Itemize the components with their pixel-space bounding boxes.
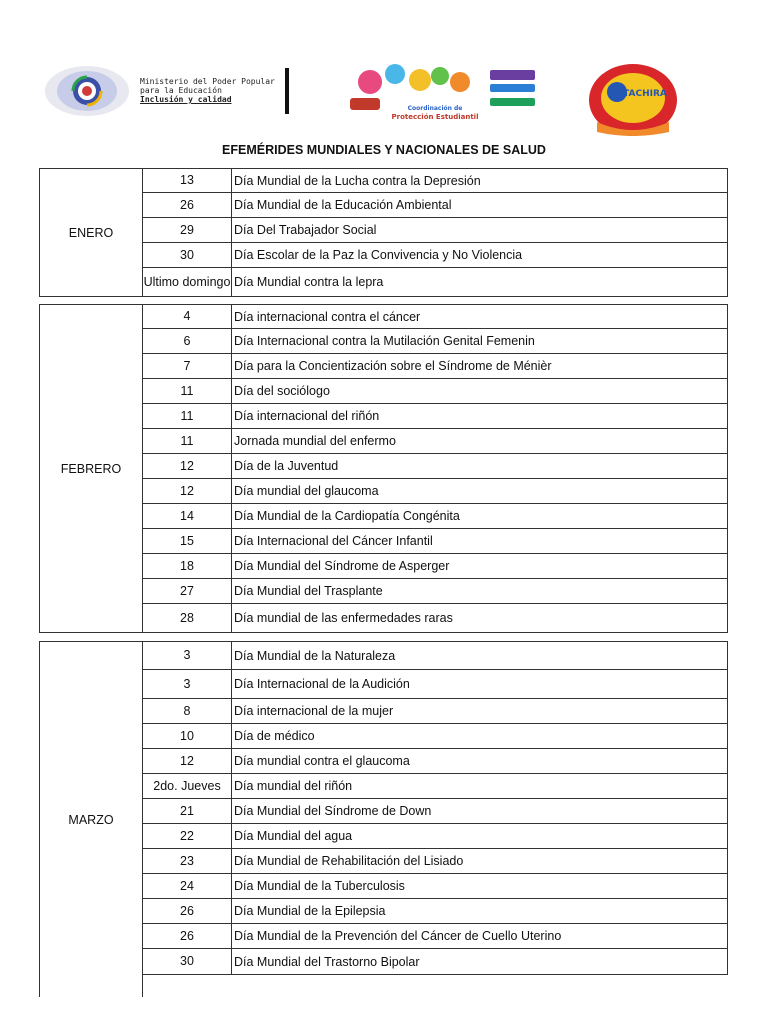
date-cell: 11: [143, 379, 232, 404]
date-cell: 4: [143, 304, 232, 329]
center-logo-text-2: Protección Estudiantil: [391, 113, 479, 121]
table-row: [143, 799, 728, 824]
date-cell: 30: [143, 243, 232, 268]
table-row: [143, 404, 728, 429]
date-cell: 7: [143, 354, 232, 379]
date-cell: 23: [143, 849, 232, 874]
table-row: [143, 604, 728, 633]
observance-cell: Jornada mundial del enfermo: [232, 429, 728, 454]
date-cell: 24: [143, 874, 232, 899]
observance-cell: Día Escolar de la Paz la Convivencia y No Violencia: [232, 243, 728, 268]
page-title: EFEMÉRIDES MUNDIALES Y NACIONALES DE SALUD: [222, 143, 546, 157]
table-row: [143, 699, 728, 724]
date-cell: 2do. Jueves: [143, 774, 232, 799]
ministry-line-3: Inclusión y calidad: [140, 95, 232, 104]
observance-cell: Día Mundial de la Tuberculosis: [232, 874, 728, 899]
table-row: [143, 304, 728, 329]
table-row: [143, 724, 728, 749]
date-cell: 27: [143, 579, 232, 604]
observance-cell: Día Mundial de la Epilepsia: [232, 899, 728, 924]
table-row: [143, 924, 728, 949]
table-row: [143, 554, 728, 579]
table-row: [143, 479, 728, 504]
table-row: [143, 899, 728, 924]
date-cell: 28: [143, 604, 232, 633]
date-cell: 14: [143, 504, 232, 529]
observance-cell: Día del sociólogo: [232, 379, 728, 404]
observance-cell: Día Mundial del Síndrome de Asperger: [232, 554, 728, 579]
document-header: [0, 0, 768, 140]
center-logo-text-1: Coordinación de: [407, 105, 463, 112]
date-cell: 3: [143, 641, 232, 670]
table-row: [143, 529, 728, 554]
table-row: [143, 949, 728, 975]
observance-cell: Día internacional contra el cáncer: [232, 304, 728, 329]
observance-cell: Día para la Concientización sobre el Síndrome de Ménièr: [232, 354, 728, 379]
date-cell: 21: [143, 799, 232, 824]
table-row: [143, 329, 728, 354]
ministry-logo-icon: [43, 64, 131, 118]
table-row: [143, 429, 728, 454]
date-cell: 11: [143, 404, 232, 429]
protection-coordination-logo-icon: [340, 62, 548, 122]
table-row: [143, 749, 728, 774]
date-cell: 3: [143, 670, 232, 699]
right-logo-text: TACHIRA: [623, 89, 667, 99]
observance-cell: Día Del Trabajador Social: [232, 218, 728, 243]
month-block-enero: [39, 168, 728, 297]
table-row: [143, 379, 728, 404]
tachira-logo-icon: [587, 60, 679, 138]
date-cell: 29: [143, 218, 232, 243]
ministry-line-1: Ministerio del Poder Popular: [140, 77, 275, 86]
observance-cell: Día Mundial de la Prevención del Cáncer de Cuello Uterino: [232, 924, 728, 949]
date-cell: 13: [143, 168, 232, 193]
date-cell: 30: [143, 949, 232, 975]
month-label: ENERO: [39, 168, 143, 297]
ministry-text: [140, 77, 275, 104]
date-cell: Ultimo domingo: [143, 268, 232, 297]
month-block-marzo: [39, 641, 728, 987]
header-divider: [285, 68, 289, 114]
date-cell: 12: [143, 479, 232, 504]
month-block-febrero: [39, 304, 728, 633]
date-cell: 18: [143, 554, 232, 579]
date-cell: 26: [143, 899, 232, 924]
observance-cell: Día mundial del glaucoma: [232, 479, 728, 504]
table-row: [143, 849, 728, 874]
date-cell: 10: [143, 724, 232, 749]
month-label: FEBRERO: [39, 304, 143, 633]
observance-cell: Día Mundial de la Lucha contra la Depresión: [232, 168, 728, 193]
table-row: [143, 504, 728, 529]
observance-cell: Día Mundial del Trasplante: [232, 579, 728, 604]
observance-cell: Día Internacional del Cáncer Infantil: [232, 529, 728, 554]
observance-cell: Día mundial de las enfermedades raras: [232, 604, 728, 633]
table-row: [143, 268, 728, 297]
observance-cell: Día Mundial contra la lepra: [232, 268, 728, 297]
observance-cell: Día de médico: [232, 724, 728, 749]
observance-cell: Día Mundial de la Educación Ambiental: [232, 193, 728, 218]
table-row: [143, 670, 728, 699]
observance-cell: Día Mundial de la Cardiopatía Congénita: [232, 504, 728, 529]
month-label: MARZO: [39, 641, 143, 997]
date-cell: 8: [143, 699, 232, 724]
date-cell: 12: [143, 454, 232, 479]
observance-cell: Día mundial del riñón: [232, 774, 728, 799]
observance-cell: Día Internacional de la Audición: [232, 670, 728, 699]
table-row: [143, 193, 728, 218]
date-cell: 11: [143, 429, 232, 454]
table-row: [143, 454, 728, 479]
observance-cell: Día Mundial del Trastorno Bipolar: [232, 949, 728, 975]
table-row: [143, 641, 728, 670]
date-cell: 12: [143, 749, 232, 774]
date-cell: 26: [143, 193, 232, 218]
table-row: [143, 168, 728, 193]
date-cell: 15: [143, 529, 232, 554]
table-row: [143, 243, 728, 268]
observance-cell: Día Mundial del Síndrome de Down: [232, 799, 728, 824]
observance-cell: Día Internacional contra la Mutilación Genital Femenin: [232, 329, 728, 354]
observance-cell: Día internacional de la mujer: [232, 699, 728, 724]
observance-cell: Día Mundial de Rehabilitación del Lisiado: [232, 849, 728, 874]
observance-cell: Día Mundial de la Naturaleza: [232, 641, 728, 670]
table-row: [143, 824, 728, 849]
table-row: [143, 354, 728, 379]
date-cell: 22: [143, 824, 232, 849]
observance-cell: Día de la Juventud: [232, 454, 728, 479]
table-row: [143, 774, 728, 799]
date-cell: 6: [143, 329, 232, 354]
table-row: [143, 874, 728, 899]
table-row: [143, 218, 728, 243]
ministry-line-2: para la Educación: [140, 86, 222, 95]
observance-cell: Día internacional del riñón: [232, 404, 728, 429]
table-row: [143, 579, 728, 604]
observance-cell: Día mundial contra el glaucoma: [232, 749, 728, 774]
date-cell: 26: [143, 924, 232, 949]
observance-cell: Día Mundial del agua: [232, 824, 728, 849]
